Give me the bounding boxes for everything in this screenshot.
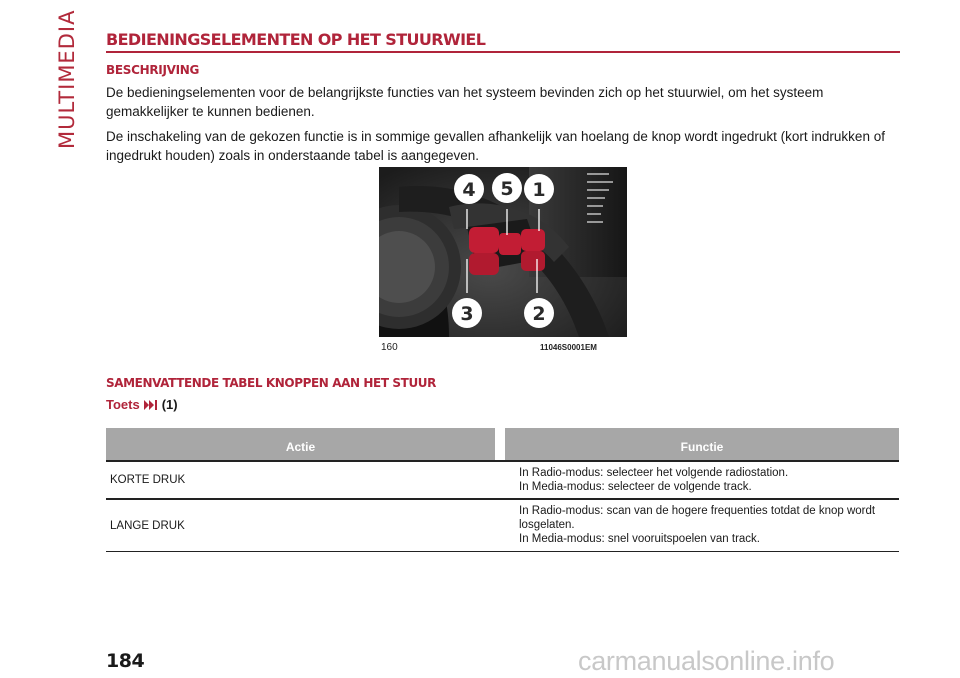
row-action: LANGE DRUK xyxy=(110,519,185,532)
page-number: 184 xyxy=(106,650,145,672)
callout-2: 2 xyxy=(532,303,546,325)
section-subtitle: BESCHRIJVING xyxy=(106,63,200,77)
figure-code: 11046S0001EM xyxy=(540,343,597,352)
row-action: KORTE DRUK xyxy=(110,474,186,486)
next-track-icon xyxy=(144,400,158,410)
callout-1: 1 xyxy=(532,179,546,201)
callout-4: 4 xyxy=(462,179,476,201)
header-action: Actie xyxy=(106,428,495,460)
row-function: In Radio-modus: selecteer het volgende radiostation. In Media-modus: selecteer de volgende track. xyxy=(519,467,789,493)
paragraph-intro: De bedieningselementen voor de belangrijkste functies van het systeem bevinden zich op het stuurwiel, om het systeem gemakkelijker te kunnen bedienen. xyxy=(106,85,824,119)
steering-wheel-controls-photo xyxy=(379,167,627,337)
row-function: In Radio-modus: scan van de hogere frequenties totdat de knop wordt losgelaten. In Media-modus: snel vooruitspoelen van track. xyxy=(519,505,876,545)
page-title: BEDIENINGSELEMENTEN OP HET STUURWIEL xyxy=(106,30,900,53)
summary-table xyxy=(106,428,899,552)
callout-5: 5 xyxy=(500,178,514,200)
table-row xyxy=(106,460,899,498)
header-function: Functie xyxy=(505,428,899,460)
callout-3: 3 xyxy=(460,303,474,325)
paragraph-press-duration: De inschakeling van de gekozen functie is in sommige gevallen afhankelijk van hoelang de knop wordt ingedrukt (kort indrukken of ingedrukt houden) zoals in onderstaande tabel is aangegeven. xyxy=(106,129,885,163)
steering-wheel-figure xyxy=(379,167,627,337)
table-header xyxy=(106,428,899,460)
button-label-word: Toets xyxy=(106,397,140,412)
section-label: MULTIMEDIA xyxy=(55,9,79,149)
figure-number: 160 xyxy=(381,342,398,353)
main-content xyxy=(106,30,900,165)
table-row xyxy=(106,498,899,552)
watermark: carmanualsonline.info xyxy=(578,646,835,676)
button-number: (1) xyxy=(161,397,178,412)
table-title: SAMENVATTENDE TABEL KNOPPEN AAN HET STUUR xyxy=(106,376,436,390)
button-label xyxy=(106,397,178,412)
